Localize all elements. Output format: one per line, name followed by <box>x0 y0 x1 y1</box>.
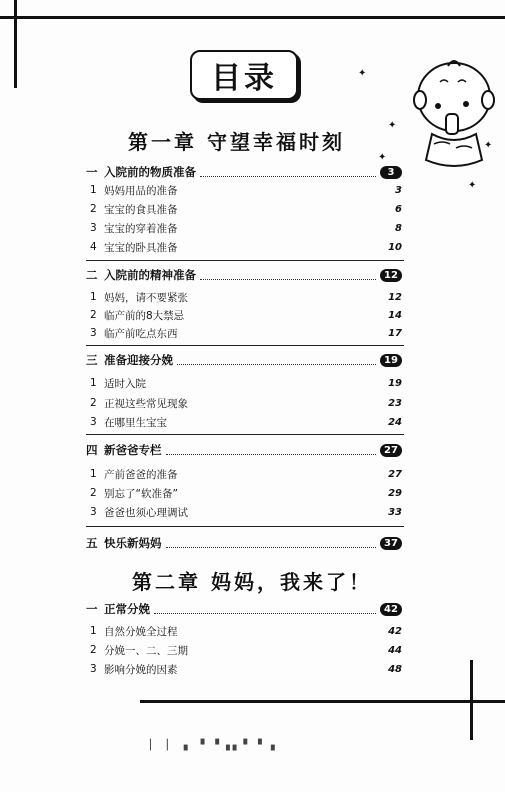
section-divider <box>86 345 404 346</box>
section-divider <box>86 434 404 435</box>
star-icon: ✦ <box>378 152 387 163</box>
item-number: 1 <box>90 291 97 303</box>
toc-item[interactable] <box>86 396 402 410</box>
page-badge: 42 <box>380 603 402 616</box>
item-page: 6 <box>395 203 402 215</box>
item-number: 1 <box>90 184 97 196</box>
item-number: 2 <box>90 487 97 499</box>
section-number: 五 <box>86 536 98 550</box>
item-number: 2 <box>90 309 97 321</box>
star-icon: ✦ <box>468 180 477 191</box>
toc-section[interactable] <box>86 442 402 458</box>
item-number: 4 <box>90 241 97 253</box>
item-title: 分娩一、二、三期 <box>104 644 188 657</box>
page-badge: 27 <box>380 444 402 457</box>
item-page: 23 <box>388 397 402 409</box>
item-number: 1 <box>90 625 97 637</box>
toc-item[interactable] <box>86 662 402 676</box>
item-page: 24 <box>388 416 402 428</box>
item-page: 12 <box>388 291 402 303</box>
toc-item[interactable] <box>86 221 402 235</box>
item-page: 48 <box>388 663 402 675</box>
item-page: 3 <box>395 184 402 196</box>
section-title: 新爸爸专栏 <box>104 443 162 457</box>
section-title: 快乐新妈妈 <box>104 536 162 550</box>
toc-section[interactable] <box>86 267 402 283</box>
left-border-line <box>14 0 17 88</box>
toc-item[interactable] <box>86 624 402 638</box>
dot-leader <box>154 604 376 614</box>
toc-item[interactable] <box>86 505 402 519</box>
item-title: 临产前的8大禁忌 <box>104 309 185 322</box>
item-page: 29 <box>388 487 402 499</box>
chapter-title: 第二章 妈妈，我来了！ <box>132 570 372 594</box>
item-page: 33 <box>388 506 402 518</box>
toc-item[interactable] <box>86 643 402 657</box>
section-title: 准备迎接分娩 <box>104 353 173 367</box>
dot-leader <box>200 270 376 280</box>
item-title: 临产前吃点东西 <box>104 327 178 340</box>
toc-section[interactable] <box>86 352 402 368</box>
toc-item[interactable] <box>86 308 402 322</box>
item-number: 2 <box>90 644 97 656</box>
item-title: 影响分娩的因素 <box>104 663 178 676</box>
section-title: 入院前的精神准备 <box>104 268 196 282</box>
top-border-line <box>0 16 505 19</box>
toc-item[interactable] <box>86 467 402 481</box>
toc-item[interactable] <box>86 240 402 254</box>
page-badge: 12 <box>380 269 402 282</box>
item-title: 妈妈，请不要紧张 <box>104 291 188 304</box>
bottom-border-line <box>140 700 505 703</box>
section-number: 一 <box>86 165 98 179</box>
toc-section[interactable] <box>86 164 402 180</box>
item-page: 42 <box>388 625 402 637</box>
toc-item[interactable] <box>86 486 402 500</box>
item-title: 宝宝的食具准备 <box>104 203 178 216</box>
item-title: 妈妈用品的准备 <box>104 184 178 197</box>
toc-title: 目录 <box>190 50 298 100</box>
item-title: 正视这些常见现象 <box>104 397 188 410</box>
dot-leader <box>166 538 377 548</box>
toc-section[interactable] <box>86 535 402 551</box>
item-page: 14 <box>388 309 402 321</box>
dot-leader <box>177 355 376 365</box>
chapter-title: 第一章 守望幸福时刻 <box>128 130 345 154</box>
page-badge: 37 <box>380 537 402 550</box>
section-title: 入院前的物质准备 <box>104 165 196 179</box>
toc-section[interactable] <box>86 601 402 617</box>
section-divider <box>86 260 404 261</box>
dot-leader <box>166 445 377 455</box>
toc-item[interactable] <box>86 415 402 429</box>
item-number: 1 <box>90 377 97 389</box>
page-badge: 19 <box>380 354 402 367</box>
item-number: 1 <box>90 468 97 480</box>
toc-item[interactable] <box>86 376 402 390</box>
scan-noise: ▏ ▏ ▖ ▘▝▗▖▘▝ ▖ <box>150 740 282 751</box>
item-number: 2 <box>90 397 97 409</box>
page-badge: 3 <box>380 166 402 179</box>
section-divider <box>86 526 404 527</box>
section-number: 三 <box>86 353 98 367</box>
item-number: 3 <box>90 416 97 428</box>
toc-item[interactable] <box>86 183 402 197</box>
item-title: 产前爸爸的准备 <box>104 468 178 481</box>
star-icon: ✦ <box>484 140 493 151</box>
item-page: 44 <box>388 644 402 656</box>
item-title: 适时入院 <box>104 377 146 390</box>
item-title: 在哪里生宝宝 <box>104 416 167 429</box>
item-page: 17 <box>388 327 402 339</box>
star-icon: ✦ <box>388 120 397 131</box>
section-number: 二 <box>86 268 98 282</box>
item-title: 自然分娩全过程 <box>104 625 178 638</box>
item-page: 8 <box>395 222 402 234</box>
item-title: 爸爸也须心理调试 <box>104 506 188 519</box>
item-number: 3 <box>90 327 97 339</box>
toc-item[interactable] <box>86 290 402 304</box>
star-icon: ✦ <box>358 68 367 79</box>
item-title: 宝宝的穿着准备 <box>104 222 178 235</box>
toc-item[interactable] <box>86 326 402 340</box>
item-number: 3 <box>90 506 97 518</box>
item-title: 别忘了“软准备” <box>104 487 178 500</box>
item-number: 2 <box>90 203 97 215</box>
section-title: 正常分娩 <box>104 602 150 616</box>
item-title: 宝宝的卧具准备 <box>104 241 178 254</box>
item-page: 19 <box>388 377 402 389</box>
toc-item[interactable] <box>86 202 402 216</box>
item-page: 10 <box>388 241 402 253</box>
section-number: 一 <box>86 602 98 616</box>
item-number: 3 <box>90 222 97 234</box>
item-number: 3 <box>90 663 97 675</box>
item-page: 27 <box>388 468 402 480</box>
section-number: 四 <box>86 443 98 457</box>
dot-leader <box>200 167 376 177</box>
baby-illustration <box>404 52 504 177</box>
